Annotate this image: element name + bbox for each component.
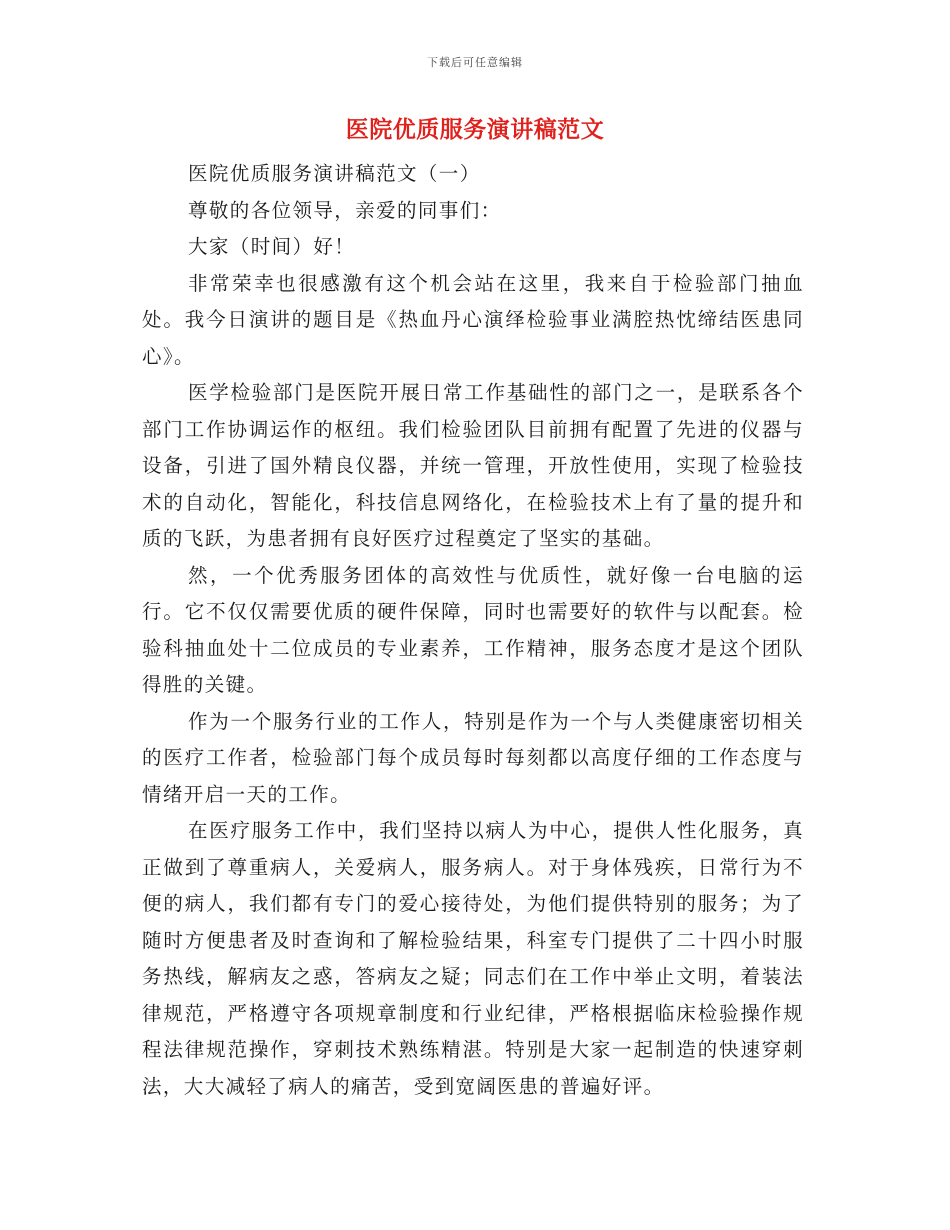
download-note: 下载后可任意编辑 bbox=[427, 56, 523, 69]
paragraph-salutation: 尊敬的各位领导，亲爱的同事们： bbox=[188, 198, 502, 222]
paragraph-introduction: 非常荣幸也很感激有这个机会站在这里，我来自于检验部门抽血处。我今日演讲的题目是《热血丹心演绎检验事业满腔热忱缔结医患同心》。 bbox=[142, 271, 804, 368]
document-body bbox=[142, 156, 804, 1105]
paragraph-attitude: 作为一个服务行业的工作人，特别是作为一个与人类健康密切相关的医疗工作者，检验部门每个成员每时每刻都以高度仔细的工作态度与情绪开启一天的工作。 bbox=[142, 709, 804, 806]
paragraph-team: 然，一个优秀服务团体的高效性与优质性，就好像一台电脑的运行。它不仅仅需要优质的硬件保障，同时也需要好的软件与以配套。检验科抽血处十二位成员的专业素养，工作精神，服务态度才是这个团队得胜的关键。 bbox=[142, 563, 804, 696]
paragraph-greeting: 大家（时间）好！ bbox=[188, 235, 356, 258]
paragraph-subtitle: 医院优质服务演讲稿范文（一） bbox=[188, 162, 481, 185]
paragraph-service: 在医疗服务工作中，我们坚持以病人为中心，提供人性化服务，真正做到了尊重病人，关爱病人，服务病人。对于身体残疾，日常行为不便的病人，我们都有专门的爱心接待处，为他们提供特别的服务；为了随时方便患者及时查询和了解检验结果，科室专门提供了二十四小时服务热线，解病友之惑，答病友之疑；同志们在工作中举止文明，着装法律规范，严格遵守各项规章制度和行业纪律，严格根据临床检验操作规程法律规范操作，穿刺技术熟练精湛。特别是大家一起制造的快速穿刺法，大大减轻了病人的痛苦，受到宽阔医患的普遍好评。 bbox=[142, 819, 804, 1098]
paragraph-department: 医学检验部门是医院开展日常工作基础性的部门之一，是联系各个部门工作协调运作的枢纽。我们检验团队目前拥有配置了先进的仪器与设备，引进了国外精良仪器，并统一管理，开放性使用，实现了检验技术的自动化，智能化，科技信息网络化，在检验技术上有了量的提升和质的飞跃，为患者拥有良好医疗过程奠定了坚实的基础。 bbox=[142, 381, 804, 550]
document-title: 医院优质服务演讲稿范文 bbox=[345, 117, 605, 143]
